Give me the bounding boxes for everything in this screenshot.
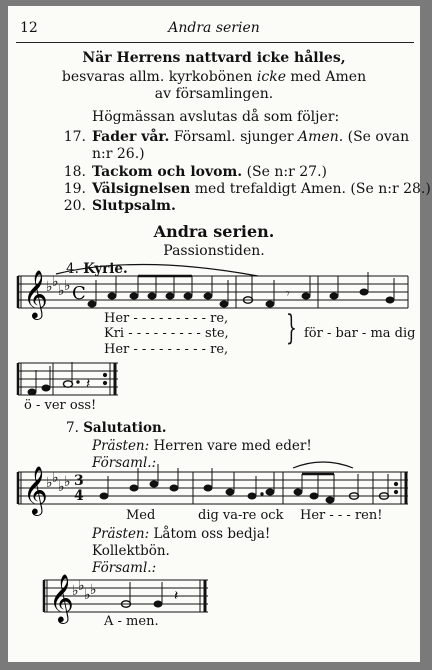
svg-text:𝄾: 𝄾 (286, 286, 290, 302)
nattvard-line-2: av församlingen. (154, 86, 274, 102)
prasten-line-2: Prästen: Låtom oss bedja! (92, 526, 271, 542)
lyric-line: Her - - - - - - - - - re, (104, 311, 229, 326)
hymnal-page: 12 Andra serien När Herrens nattvard icke hålles, besvaras allm. kyrkobönen icke med Amen av församlingen. Högmässan avslutas då som följer: 17. Fader vår. Församl. sjunger Amen. (Se ovan n:r 26.) 18. Tackom och lovom. (Se n:r 27.) 19. Välsignelsen med trefaldigt Amen. (Se n:r 28.) 20. Slutpsalm. Andra serien. Passionstiden. 4. Kyrie. 𝄞 ♭ ♭ ♭ ♭ C 𝄾 Her - - - - - - - - - re, Kri - - - - - - - - - ste, Her - - - - - - - - - re, } för - bar - ma dig 𝄽 ö - ver oss! 7. Salutation. Prästen: Herren vare med eder! Församl.: 𝄞 ♭ ♭ ♭ ♭ 3 4 Med dig va-re ock Her - - - ren! Prästen: Låtom oss bedja! Kollektbön. Församl.: 𝄞 ♭ ♭ ♭ ♭ 𝄽 A - men. (8, 6, 420, 662)
svg-text:♭: ♭ (46, 475, 53, 491)
lyric-line: Kri - - - - - - - - - ste, (104, 326, 229, 341)
lyric-word: dig va-re ock (198, 508, 284, 523)
svg-text:♭: ♭ (64, 278, 71, 294)
svg-text:3: 3 (74, 473, 84, 489)
prasten-line-1: Prästen: Herren vare med eder! (92, 438, 312, 454)
svg-text:♭: ♭ (84, 587, 91, 603)
lyric-line: A - men. (104, 614, 159, 629)
svg-text:♭: ♭ (90, 582, 97, 598)
svg-text:♭: ♭ (52, 470, 59, 486)
svg-text:𝄽: 𝄽 (86, 376, 91, 392)
treble-clef-icon (49, 573, 74, 624)
lyric-word: Med (126, 508, 156, 523)
svg-text:𝄞: 𝄞 (49, 573, 74, 622)
page-number: 12 (20, 20, 38, 36)
svg-text:♭: ♭ (78, 578, 85, 594)
svg-text:♭: ♭ (64, 474, 71, 490)
svg-text:♭: ♭ (52, 274, 59, 290)
amen-staff (8, 6, 420, 656)
brace: } (286, 308, 297, 348)
common-time-sign: C (72, 283, 86, 304)
lyric-line: Her - - - - - - - - - re, (104, 342, 229, 357)
svg-text:𝄞: 𝄞 (23, 269, 48, 318)
svg-text:♭: ♭ (58, 283, 65, 299)
forsaml-label-2: Församl.: (92, 560, 157, 576)
salutation-heading: 7. Salutation. (66, 420, 167, 436)
forsaml-label-1: Församl.: (92, 455, 157, 471)
svg-text:♭: ♭ (46, 279, 53, 295)
nattvard-line-1: besvaras allm. kyrkobönen icke med Amen (61, 69, 367, 85)
svg-text:♭: ♭ (72, 583, 79, 599)
running-title: Andra serien (168, 20, 260, 36)
svg-text:4: 4 (74, 488, 84, 504)
svg-text:𝄞: 𝄞 (23, 465, 48, 514)
section-subtitle: Passionstiden. (163, 243, 265, 259)
svg-text:♭: ♭ (58, 479, 65, 495)
kyrie-heading: 4. Kyrie. (66, 261, 128, 277)
lyric-line: ö - ver oss! (24, 398, 97, 413)
svg-text:𝄽: 𝄽 (174, 588, 179, 604)
kollektbon: Kollektbön. (92, 543, 170, 559)
nattvard-title: När Herrens nattvard icke hålles, (82, 50, 346, 66)
section-title: Andra serien. (153, 222, 275, 241)
brace-lyric: för - bar - ma dig (304, 326, 416, 341)
lyric-word: Her - - - ren! (300, 508, 383, 523)
hogmassan-text: Högmässan avslutas då som följer: (92, 109, 340, 125)
